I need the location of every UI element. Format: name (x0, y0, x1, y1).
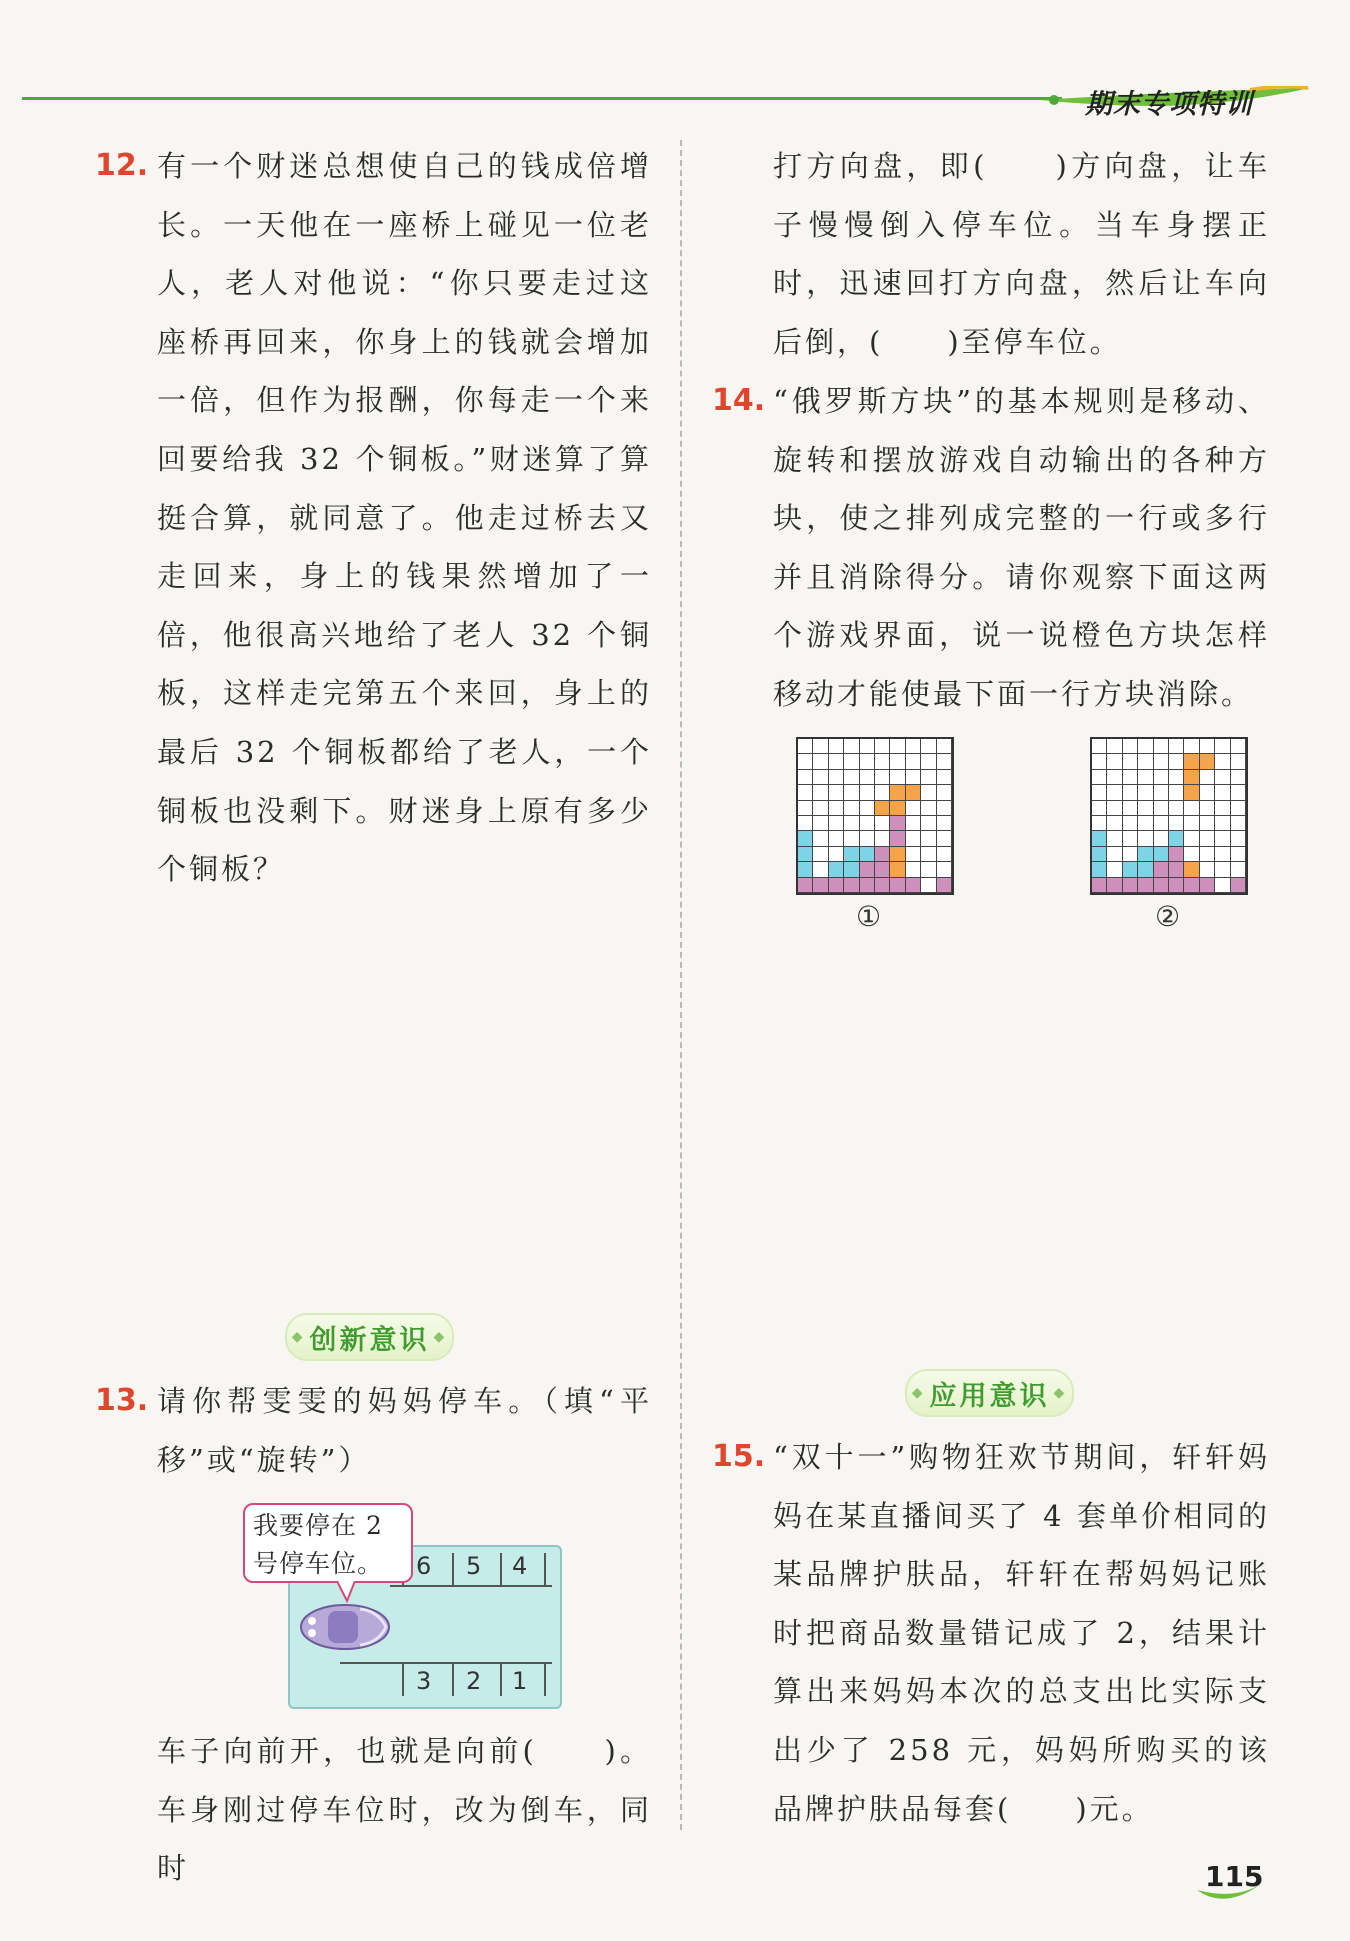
empty-cell (1138, 754, 1153, 769)
filled-cell (890, 816, 905, 831)
empty-cell (906, 739, 921, 754)
filled-cell (1184, 754, 1199, 769)
section-badge-innovation: ◆ 创新意识 ◆ (285, 1313, 454, 1361)
empty-cell (906, 801, 921, 816)
empty-cell (829, 801, 844, 816)
empty-cell (1092, 785, 1107, 800)
empty-cell (937, 754, 952, 769)
empty-cell (829, 739, 844, 754)
empty-cell (1154, 770, 1169, 785)
empty-cell (1169, 754, 1184, 769)
spot-2: 2 (466, 1667, 482, 1695)
empty-cell (906, 770, 921, 785)
filled-cell (798, 847, 813, 862)
section-badge-application: ◆ 应用意识 ◆ (905, 1369, 1074, 1417)
filled-cell (829, 862, 844, 877)
filled-cell (1138, 862, 1153, 877)
spot-5: 5 (466, 1552, 482, 1580)
empty-cell (875, 831, 890, 846)
empty-cell (1123, 770, 1138, 785)
empty-cell (1184, 739, 1199, 754)
empty-cell (921, 770, 936, 785)
empty-cell (1123, 831, 1138, 846)
spot-1: 1 (512, 1667, 528, 1695)
empty-cell (1138, 770, 1153, 785)
filled-cell (906, 785, 921, 800)
filled-cell (798, 878, 813, 893)
empty-cell (1215, 831, 1230, 846)
empty-cell (1123, 785, 1138, 800)
empty-cell (829, 847, 844, 862)
empty-cell (1200, 831, 1215, 846)
empty-cell (1092, 770, 1107, 785)
q15-text: “双十一”购物狂欢节期间，轩轩妈妈在某直播间买了 4 套单价相同的某品牌护肤品，轩轩在帮妈妈记账时把商品数量错记成了 2，结果计算出来妈妈本次的总支出比实际支出少了 258 元，妈妈所购买的该品牌护肤品每套( )元。 (773, 1440, 1270, 1826)
empty-cell (1200, 862, 1215, 877)
filled-cell (1123, 862, 1138, 877)
empty-cell (1107, 801, 1122, 816)
empty-cell (813, 816, 828, 831)
filled-cell (890, 801, 905, 816)
empty-cell (921, 847, 936, 862)
car-icon (298, 1597, 393, 1657)
filled-cell (875, 801, 890, 816)
empty-cell (1231, 862, 1246, 877)
empty-cell (937, 785, 952, 800)
filled-cell (1154, 862, 1169, 877)
empty-cell (1215, 785, 1230, 800)
page-swoosh-icon (1195, 1880, 1265, 1908)
empty-cell (906, 862, 921, 877)
empty-cell (1123, 739, 1138, 754)
q13-answer-right: 打方向盘，即( )方向盘，让车子慢慢倒入停车位。当车身摆正时，迅速回打方向盘，然后让车向后倒，( )至停车位。 (773, 149, 1270, 359)
empty-cell (1231, 785, 1246, 800)
filled-cell (844, 862, 859, 877)
empty-cell (844, 816, 859, 831)
empty-cell (798, 801, 813, 816)
filled-cell (875, 878, 890, 893)
q12-text: 有一个财迷总想使自己的钱成倍增长。一天他在一座桥上碰见一位老人，老人对他说：“你只要走过这座桥再回来，你身上的钱就会增加一倍，但作为报酬，你每走一个来回要给我 32 个铜板。”财迷算了算挺合算，就同意了。他走过桥去又走回来，身上的钱果然增加了一倍，他很高兴地给了老人 32 个铜板，这样走完第五个来回，身上的最后 32 个铜板都给了老人，一个铜板也没剩下。财迷身上原有多少个铜板？ (157, 149, 652, 887)
empty-cell (921, 878, 936, 893)
filled-cell (1169, 847, 1184, 862)
empty-cell (937, 801, 952, 816)
empty-cell (1215, 847, 1230, 862)
empty-cell (844, 754, 859, 769)
empty-cell (1231, 754, 1246, 769)
filled-cell (1184, 770, 1199, 785)
q13-prompt: 请你帮雯雯的妈妈停车。（填“平移”或“旋转”） (157, 1384, 652, 1477)
empty-cell (829, 754, 844, 769)
empty-cell (937, 739, 952, 754)
filled-cell (844, 878, 859, 893)
empty-cell (937, 831, 952, 846)
filled-cell (1107, 878, 1122, 893)
empty-cell (1169, 770, 1184, 785)
empty-cell (844, 801, 859, 816)
empty-cell (1231, 770, 1246, 785)
empty-cell (1123, 847, 1138, 862)
spot-4: 4 (512, 1552, 528, 1580)
empty-cell (921, 862, 936, 877)
empty-cell (798, 739, 813, 754)
empty-cell (1184, 801, 1199, 816)
filled-cell (1169, 862, 1184, 877)
empty-cell (921, 754, 936, 769)
filled-cell (798, 831, 813, 846)
empty-cell (1154, 739, 1169, 754)
empty-cell (1092, 816, 1107, 831)
empty-cell (906, 816, 921, 831)
empty-cell (844, 831, 859, 846)
filled-cell (1200, 754, 1215, 769)
filled-cell (1169, 878, 1184, 893)
empty-cell (1200, 816, 1215, 831)
empty-cell (860, 831, 875, 846)
spot-3: 3 (416, 1667, 432, 1695)
empty-cell (875, 754, 890, 769)
empty-cell (921, 801, 936, 816)
filled-cell (1123, 878, 1138, 893)
empty-cell (1138, 801, 1153, 816)
filled-cell (1184, 785, 1199, 800)
empty-cell (1231, 816, 1246, 831)
filled-cell (1154, 847, 1169, 862)
filled-cell (860, 878, 875, 893)
empty-cell (798, 785, 813, 800)
filled-cell (1231, 878, 1246, 893)
empty-cell (937, 770, 952, 785)
empty-cell (798, 754, 813, 769)
empty-cell (829, 770, 844, 785)
empty-cell (798, 770, 813, 785)
empty-cell (1107, 785, 1122, 800)
section-badge-innovation-label: 创新意识 (309, 1324, 430, 1356)
empty-cell (813, 739, 828, 754)
spot-6: 6 (416, 1552, 432, 1580)
speech-bubble: 我要停在 2 号停车位。 (243, 1503, 413, 1583)
filled-cell (860, 847, 875, 862)
empty-cell (844, 739, 859, 754)
tetris-board-2 (1090, 737, 1248, 895)
empty-cell (1154, 831, 1169, 846)
empty-cell (875, 739, 890, 754)
empty-cell (813, 847, 828, 862)
filled-cell (844, 847, 859, 862)
empty-cell (1138, 739, 1153, 754)
empty-cell (1184, 816, 1199, 831)
filled-cell (906, 878, 921, 893)
empty-cell (1200, 847, 1215, 862)
empty-cell (813, 831, 828, 846)
filled-cell (798, 862, 813, 877)
empty-cell (829, 785, 844, 800)
empty-cell (1169, 816, 1184, 831)
empty-cell (1107, 847, 1122, 862)
empty-cell (1215, 878, 1230, 893)
empty-cell (1200, 801, 1215, 816)
filled-cell (890, 878, 905, 893)
empty-cell (813, 862, 828, 877)
empty-cell (1107, 862, 1122, 877)
empty-cell (1123, 816, 1138, 831)
bubble-tail-icon (335, 1581, 359, 1603)
empty-cell (1169, 739, 1184, 754)
q12-number: 12. (95, 148, 149, 183)
header-title: 期末专项特训 (1085, 89, 1253, 120)
filled-cell (1184, 862, 1199, 877)
empty-cell (813, 770, 828, 785)
empty-cell (1107, 816, 1122, 831)
filled-cell (890, 785, 905, 800)
empty-cell (1154, 801, 1169, 816)
empty-cell (813, 801, 828, 816)
empty-cell (1215, 754, 1230, 769)
empty-cell (890, 754, 905, 769)
filled-cell (1138, 847, 1153, 862)
empty-cell (1184, 847, 1199, 862)
board-2-label: ② (1155, 900, 1181, 933)
filled-cell (860, 862, 875, 877)
filled-cell (1200, 878, 1215, 893)
empty-cell (1231, 801, 1246, 816)
empty-cell (1200, 770, 1215, 785)
empty-cell (844, 785, 859, 800)
empty-cell (1107, 739, 1122, 754)
tetris-board-1 (796, 737, 954, 895)
filled-cell (890, 847, 905, 862)
empty-cell (1154, 816, 1169, 831)
filled-cell (829, 878, 844, 893)
filled-cell (890, 862, 905, 877)
filled-cell (890, 831, 905, 846)
empty-cell (1215, 770, 1230, 785)
empty-cell (921, 739, 936, 754)
filled-cell (1169, 831, 1184, 846)
filled-cell (1138, 878, 1153, 893)
empty-cell (875, 785, 890, 800)
empty-cell (829, 831, 844, 846)
page-number: 115 (1205, 1860, 1264, 1893)
empty-cell (1138, 831, 1153, 846)
filled-cell (875, 862, 890, 877)
empty-cell (906, 831, 921, 846)
empty-cell (1138, 785, 1153, 800)
empty-cell (860, 754, 875, 769)
filled-cell (1184, 878, 1199, 893)
empty-cell (798, 816, 813, 831)
empty-cell (937, 847, 952, 862)
filled-cell (1154, 878, 1169, 893)
empty-cell (906, 847, 921, 862)
section-badge-application-label: 应用意识 (929, 1380, 1050, 1412)
filled-cell (1092, 862, 1107, 877)
empty-cell (937, 816, 952, 831)
empty-cell (1200, 785, 1215, 800)
empty-cell (1123, 754, 1138, 769)
empty-cell (860, 770, 875, 785)
q15-number: 15. (712, 1439, 766, 1474)
q13-answer-left: 车子向前开，也就是向前( )。车身刚过停车位时，改为倒车，同时 (157, 1734, 652, 1886)
empty-cell (1154, 754, 1169, 769)
empty-cell (1092, 739, 1107, 754)
empty-cell (890, 739, 905, 754)
empty-cell (860, 816, 875, 831)
filled-cell (875, 847, 890, 862)
empty-cell (813, 754, 828, 769)
board-1-label: ① (856, 900, 882, 933)
empty-cell (1231, 831, 1246, 846)
empty-cell (1138, 816, 1153, 831)
empty-cell (1184, 831, 1199, 846)
filled-cell (1092, 831, 1107, 846)
empty-cell (1200, 739, 1215, 754)
filled-cell (813, 878, 828, 893)
empty-cell (921, 816, 936, 831)
column-divider (680, 140, 682, 1830)
q14-text: “俄罗斯方块”的基本规则是移动、旋转和摆放游戏自动输出的各种方块，使之排列成完整的一行或多行并且消除得分。请你观察下面这两个游戏界面，说一说橙色方块怎样移动才能使最下面一行方块消除。 (773, 384, 1270, 711)
empty-cell (875, 770, 890, 785)
empty-cell (860, 739, 875, 754)
empty-cell (1092, 801, 1107, 816)
empty-cell (860, 801, 875, 816)
empty-cell (921, 831, 936, 846)
filled-cell (937, 878, 952, 893)
empty-cell (1107, 770, 1122, 785)
empty-cell (937, 862, 952, 877)
empty-cell (1231, 739, 1246, 754)
empty-cell (1123, 801, 1138, 816)
empty-cell (1215, 739, 1230, 754)
filled-cell (1092, 847, 1107, 862)
empty-cell (1092, 754, 1107, 769)
q14-number: 14. (712, 383, 766, 418)
empty-cell (1215, 862, 1230, 877)
empty-cell (1154, 785, 1169, 800)
empty-cell (1231, 847, 1246, 862)
empty-cell (844, 770, 859, 785)
empty-cell (1107, 831, 1122, 846)
empty-cell (813, 785, 828, 800)
empty-cell (890, 770, 905, 785)
q13-number: 13. (95, 1383, 149, 1418)
empty-cell (1169, 801, 1184, 816)
header-rule (22, 97, 1062, 100)
empty-cell (1169, 785, 1184, 800)
empty-cell (829, 816, 844, 831)
empty-cell (875, 816, 890, 831)
filled-cell (1092, 878, 1107, 893)
empty-cell (906, 754, 921, 769)
empty-cell (1215, 801, 1230, 816)
empty-cell (921, 785, 936, 800)
empty-cell (1107, 754, 1122, 769)
empty-cell (860, 785, 875, 800)
empty-cell (1215, 816, 1230, 831)
